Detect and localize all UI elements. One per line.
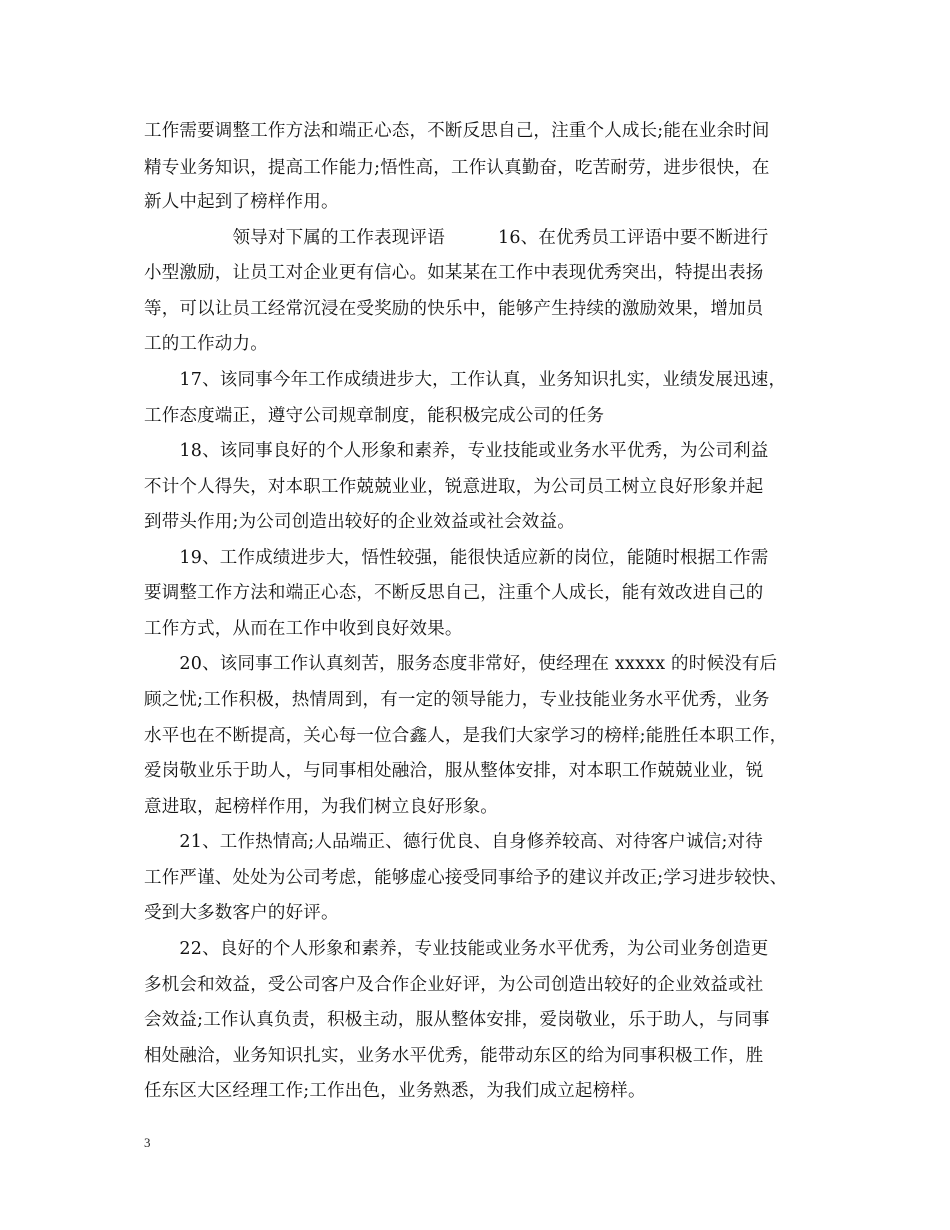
text-line: 工作态度端正，遵守公司规章制度，能积极完成公司的任务 [144, 406, 605, 426]
text-line: 顾之忧;工作积极，热情周到，有一定的领导能力，专业技能业务水平优秀，业务 [144, 690, 770, 710]
page-number: 3 [144, 1135, 151, 1150]
text-line: 新人中起到了榜样作用。 [144, 192, 339, 212]
text-line: 工作严谨、处处为公司考虑，能够虚心接受同事给予的建议并改正;学习进步较快、 [144, 868, 788, 888]
text-line: 工作需要调整工作方法和端正心态，不断反思自己，注重个人成长;能在业余时间 [144, 121, 770, 141]
text-line: 水平也在不断提高，关心每一位合鑫人，是我们大家学习的榜样;能胜任本职工作， [144, 726, 788, 746]
text-line: 相处融洽，业务知识扎实，业务水平优秀，能带动东区的给为同事积极工作，胜 [144, 1046, 764, 1066]
text-line: 小型激励，让员工对企业更有信心。如某某在工作中表现优秀突出，特提出表扬 [144, 263, 764, 283]
text-line: 要调整工作方法和端正心态，不断反思自己，注重个人成长，能有效改进自己的 [144, 583, 764, 603]
text-line: 22、良好的个人形象和素养，专业技能或业务水平优秀，为公司业务创造更 [144, 939, 769, 959]
text-line: 21、工作热情高;人品端正、德行优良、自身修养较高、对待客户诚信;对待 [144, 832, 763, 852]
text-line: 多机会和效益，受公司客户及合作企业好评，为公司创造出较好的企业效益或社 [144, 975, 764, 995]
text-line: 任东区大区经理工作;工作出色，业务熟悉，为我们成立起榜样。 [144, 1081, 646, 1101]
text-line: 工的工作动力。 [144, 334, 268, 354]
text-line: 受到大多数客户的好评。 [144, 903, 339, 923]
text-line: 爱岗敬业乐于助人，与同事相处融洽，服从整体安排，对本职工作兢兢业业，锐 [144, 761, 764, 781]
text-line: 不计个人得失，对本职工作兢兢业业，锐意进取，为公司员工树立良好形象并起 [144, 477, 764, 497]
text-line: 工作方式，从而在工作中收到良好效果。 [144, 619, 463, 639]
text-line: 会效益;工作认真负责，积极主动，服从整体安排，爱岗敬业，乐于助人，与同事 [144, 1010, 770, 1030]
text-line: 等，可以让员工经常沉浸在受奖励的快乐中，能够产生持续的激励效果，增加员 [144, 299, 764, 319]
text-line: 20、该同事工作认真刻苦，服务态度非常好，使经理在 xxxxx 的时候没有后 [144, 654, 778, 674]
text-line: 18、该同事良好的个人形象和素养，专业技能或业务水平优秀，为公司利益 [144, 441, 769, 461]
text-line: 到带头作用;为公司创造出较好的企业效益或社会效益。 [144, 512, 575, 532]
text-line: 意进取，起榜样作用，为我们树立良好形象。 [144, 797, 498, 817]
text-line: 精专业务知识，提高工作能力;悟性高，工作认真勤奋，吃苦耐劳，进步很快，在 [144, 158, 770, 178]
text-line: 19、工作成绩进步大，悟性较强，能很快适应新的岗位，能随时根据工作需 [144, 548, 769, 568]
text-line: 领导对下属的工作表现评语 16、在优秀员工评语中要不断进行 [144, 228, 769, 248]
text-line: 17、该同事今年工作成绩进步大，工作认真，业务知识扎实，业绩发展迅速， [144, 370, 787, 390]
